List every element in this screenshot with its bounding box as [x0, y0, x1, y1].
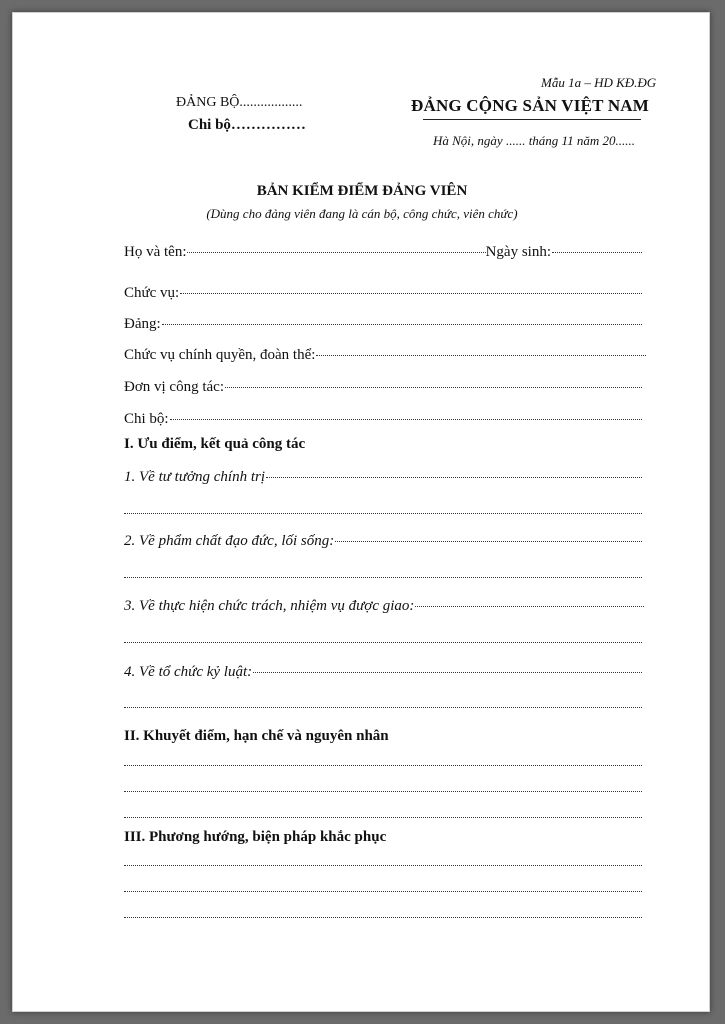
item-3-input[interactable] — [415, 606, 644, 607]
document-page — [12, 12, 710, 1012]
section-1-title: I. Ưu điểm, kết quả công tác — [124, 436, 306, 452]
item-2-label: 2. Về phẩm chất đạo đức, lối sống: — [124, 533, 335, 549]
birth-date-label: Ngày sinh: — [485, 244, 551, 260]
document-subtitle: (Dùng cho đảng viên đang là cán bộ, công chức, viên chức) — [206, 206, 518, 221]
field-row-gov-position — [124, 347, 646, 364]
party-branch-label: ĐẢNG BỘ.................. — [176, 95, 303, 110]
field-row-name — [124, 244, 642, 261]
full-name-input[interactable] — [187, 252, 485, 253]
field-row-position — [124, 285, 642, 302]
item-3-label: 3. Về thực hiện chức trách, nhiệm vụ được giao: — [124, 598, 415, 614]
section-3-line-1[interactable] — [124, 865, 642, 866]
birth-date-input[interactable] — [552, 252, 642, 253]
work-unit-input[interactable] — [225, 387, 642, 388]
section-1-item-3 — [124, 598, 644, 615]
item-3-extra-line[interactable] — [124, 642, 642, 643]
item-1-label: 1. Về tư tưởng chính trị — [124, 469, 266, 485]
party-label: Đảng: — [124, 316, 161, 332]
item-2-input[interactable] — [335, 541, 642, 542]
party-name: ĐẢNG CỘNG SẢN VIỆT NAM — [411, 96, 650, 115]
section-1-item-2 — [124, 533, 642, 550]
section-2-line-2[interactable] — [124, 791, 642, 792]
gov-position-input[interactable] — [316, 355, 646, 356]
party-name-underline — [423, 119, 641, 120]
item-2-extra-line[interactable] — [124, 577, 642, 578]
position-label: Chức vụ: — [124, 285, 180, 301]
section-3-line-2[interactable] — [124, 891, 642, 892]
section-2-line-3[interactable] — [124, 817, 642, 818]
form-code: Mẫu 1a – HD KĐ.ĐG — [541, 75, 657, 90]
full-name-label: Họ và tên: — [124, 244, 187, 260]
section-1-item-1 — [124, 469, 642, 486]
cell-input[interactable] — [170, 419, 642, 420]
section-2-title: II. Khuyết điểm, hạn chế và nguyên nhân — [124, 728, 389, 744]
position-input[interactable] — [180, 293, 642, 294]
section-3-line-3[interactable] — [124, 917, 642, 918]
gov-position-label: Chức vụ chính quyền, đoàn thể: — [124, 347, 316, 363]
party-input[interactable] — [162, 324, 642, 325]
section-3-title: III. Phương hướng, biện pháp khắc phục — [124, 829, 387, 845]
work-unit-label: Đơn vị công tác: — [124, 379, 224, 395]
item-4-label: 4. Về tổ chức kỷ luật: — [124, 664, 253, 680]
party-cell-label: Chi bộ…………… — [188, 117, 306, 133]
field-row-party — [124, 316, 642, 333]
section-2-line-1[interactable] — [124, 765, 642, 766]
field-row-cell — [124, 411, 642, 428]
place-date: Hà Nội, ngày ...... tháng 11 năm 20...... — [433, 133, 635, 148]
cell-label: Chi bộ: — [124, 411, 169, 427]
document-title: BẢN KIỂM ĐIỂM ĐẢNG VIÊN — [256, 183, 468, 199]
item-4-extra-line[interactable] — [124, 707, 642, 708]
section-1-item-4 — [124, 664, 642, 681]
field-row-work-unit — [124, 379, 642, 396]
item-1-extra-line[interactable] — [124, 513, 642, 514]
item-4-input[interactable] — [253, 672, 642, 673]
item-1-input[interactable] — [266, 477, 642, 478]
